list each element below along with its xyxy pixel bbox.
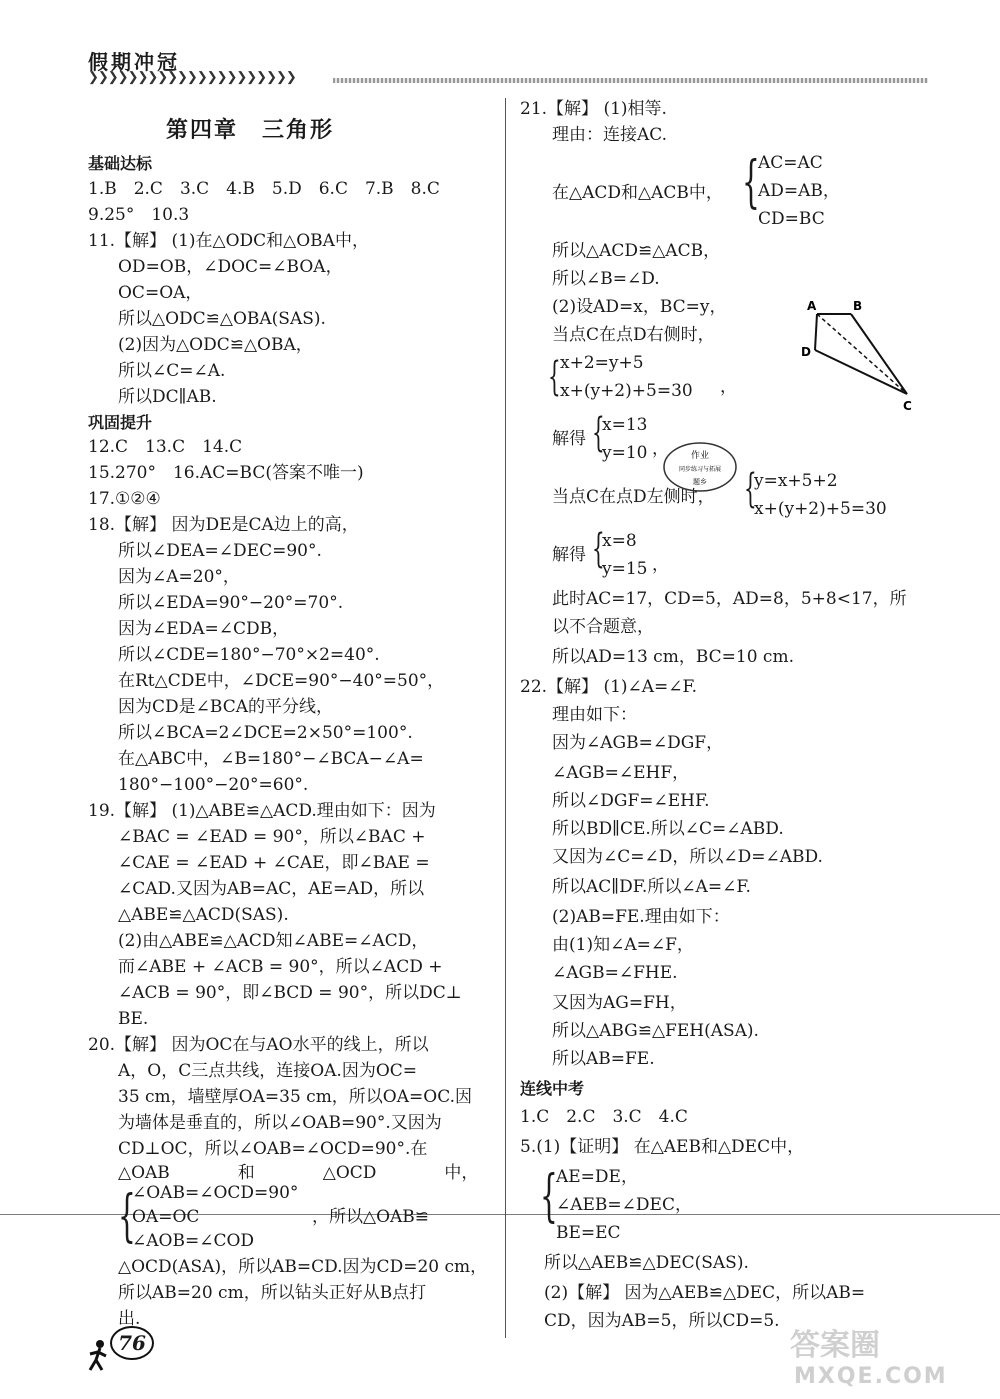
equation-brace: { [540,1164,558,1229]
system-line: x+(y+2)+5=30 [560,381,693,401]
system-line: y=15 [602,559,648,579]
equation-brace: { [742,150,760,215]
answer-line: (2)由△ABE≌△ACD知∠ABE=∠ACD， [118,931,429,951]
system-tail: ， [720,377,737,397]
answer-line: BE. [118,1009,149,1029]
system-line: y=x+5+2 [754,471,838,491]
answer-line: 1.B 2.C 3.C 4.B 5.D 6.C 7.B 8.C [88,179,440,199]
answer-line: 又因为∠C=∠D，所以∠D=∠ABD. [552,847,823,867]
answer-line: 9.25° 10.3 [88,205,190,225]
answer-line: 所以AC∥DF.所以∠A=∠F. [552,877,751,897]
answer-line: 因为CD是∠BCA的平分线， [118,697,333,717]
answer-line: 所以△ABG≌△FEH(ASA). [552,1021,759,1041]
answer-line: (2)AB=FE.理由如下： [552,907,730,927]
answer-line: 11.【解】 (1)在△ODC和△OBA中， [88,231,369,251]
answer-line: 理由：连接AC. [552,125,668,145]
system-line: y=10 [602,443,648,463]
label-a: A [807,299,817,313]
answer-line: 所以AB=FE. [552,1049,655,1069]
answer-line: 理由如下： [552,705,637,725]
answer-line: 解得 [552,545,586,565]
answer-line: 当点C在点D左侧时， [552,487,715,507]
section-heading: 基础达标 [88,154,153,173]
stamp-line-3: 题乡 [693,478,707,486]
answer-line: 180°−100°−20°=60°. [118,775,309,795]
answer-line: ∠BAC = ∠EAD = 90°，所以∠BAC + [118,827,426,847]
label-b: B [853,299,863,313]
answer-line: 以不合题意， [552,617,654,637]
answer-line: 17.①②④ [88,489,161,509]
answer-line: 所以AB=20 cm，所以钻头正好从B点打 [118,1283,427,1303]
answer-line: ∠CAD.又因为AB=AC，AE=AD，所以 [118,879,425,899]
answer-line: 解得 [552,429,586,449]
system-line: ∠OAB=∠OCD=90° [132,1183,299,1203]
column-divider [505,98,506,1338]
page-header [88,44,928,92]
section-heading: 巩固提升 [88,413,153,432]
answer-line: 由(1)知∠A=∠F， [552,935,694,955]
answer-line: 所以BD∥CE.所以∠C=∠ABD. [552,819,784,839]
answer-line: 所以AD=13 cm，BC=10 cm. [552,647,794,667]
answer-line: 所以∠BCA=2∠DCE=2×50°=100°. [118,723,413,743]
answer-line: (2)因为△ODC≌△OBA， [118,335,313,355]
answer-line: △OCD(ASA)，所以AB=CD.因为CD=20 cm， [118,1257,488,1277]
answer-line: 在Rt△CDE中，∠DCE=90°−40°=50°， [118,671,445,691]
system-line: AC=AC [758,153,823,173]
answer-line: 此时AC=17，CD=5，AD=8，5+8<17，所 [552,589,907,609]
system-line: x+(y+2)+5=30 [754,499,887,519]
chapter-title: 第四章 三角形 [165,118,334,143]
equation-brace: { [592,526,605,572]
watermark-line-2: MXQE.COM [794,1364,948,1389]
label-d: D [801,345,811,359]
answer-line: 出. [118,1309,141,1329]
answer-line: CD⊥OC，所以∠OAB=∠OCD=90°.在 [118,1139,428,1159]
answer-line: 所以∠B=∠D. [552,269,660,289]
answer-line: ∠ACB = 90°，即∠BCD = 90°，所以DC⊥ [118,983,462,1003]
header-rule [333,78,928,83]
system-tail: ，所以△OAB≌ [312,1207,430,1227]
answer-line: ∠CAE = ∠EAD + ∠CAE，即∠BAE = [118,853,430,873]
answer-line: 而∠ABE + ∠ACB = 90°，所以∠ACD + [118,957,443,977]
watermark-line-1: 答案圈 [790,1328,880,1363]
answer-line: 当点C在点D右侧时， [552,325,715,345]
answer-line: 为墙体是垂直的，所以∠OAB=90°.又因为 [118,1113,442,1133]
answer-line: 又因为AG=FH， [552,993,687,1013]
homework-stamp-icon [660,440,740,494]
equation-brace: { [592,410,605,456]
answer-line: CD，因为AB=5，所以CD=5. [544,1311,780,1331]
section-heading: 连线中考 [520,1079,585,1098]
answer-line: 在△ACD和△ACB中， [552,183,723,203]
answer-line: 所以∠DGF=∠EHF. [552,791,710,811]
header-chevrons: ❯❯❯❯❯❯❯❯❯❯❯❯❯❯❯❯❯❯❯❯❯ [88,70,296,85]
answer-line: 所以DC∥AB. [118,387,217,407]
answer-line: OD=OB，∠DOC=∠BOA， [118,257,343,277]
quadrilateral-diagram [795,298,925,416]
runner-figure-icon [86,1338,110,1374]
page-number-badge [86,1318,150,1378]
equation-brace: { [118,1184,136,1249]
answer-line: 因为∠AGB=∠DGF， [552,733,724,753]
answer-line: OC=OA， [118,283,203,303]
system-tail: ， [652,555,669,575]
answer-line: 19.【解】 (1)△ABE≌△ACD.理由如下：因为 [88,801,436,821]
system-line: ∠AOB=∠COD [132,1231,255,1251]
page-number: 76 [110,1326,154,1360]
answer-line: 22.【解】 (1)∠A=∠F. [520,677,698,697]
system-line: OA=OC [132,1207,200,1227]
answer-line: 12.C 13.C 14.C [88,437,243,457]
answer-line: (2)设AD=x，BC=y， [552,297,727,317]
system-line: CD=BC [758,209,825,229]
edge-ad [815,314,817,350]
answer-line: △OAB 和 △OCD 中， [118,1163,479,1183]
answer-line: 所以∠CDE=180°−70°×2=40°. [118,645,380,665]
answer-line: 15.270° 16.AC=BC(答案不唯一) [88,463,364,483]
answer-line: A，O，C三点共线，连接OA.因为OC= [118,1061,418,1081]
system-line: x=13 [602,415,648,435]
answer-line: 所以∠EDA=90°−20°=70°. [118,593,344,613]
system-line: BE=EC [556,1223,621,1243]
stamp-line-1: 作业 [690,451,710,461]
answer-line: △ABE≌△ACD(SAS). [118,905,289,925]
answer-line: ∠AGB=∠FHE. [552,963,678,983]
answer-line: 所以△AEB≌△DEC(SAS). [544,1253,749,1273]
answer-line: 20.【解】 因为OC在与AO水平的线上，所以 [88,1035,429,1055]
answer-line: 所以∠C=∠A. [118,361,226,381]
answer-line: 因为∠EDA=∠CDB， [118,619,290,639]
answer-line: 在△ABC中，∠B=180°−∠BCA−∠A= [118,749,424,769]
answer-line: 35 cm，墙壁厚OA=35 cm，所以OA=OC.因 [118,1087,473,1107]
system-line: AE=DE， [556,1167,638,1187]
answer-line: 因为∠A=20°， [118,567,240,587]
answer-line: (2)【解】 因为△AEB≌△DEC，所以AB= [544,1283,866,1303]
answer-line: 5.(1)【证明】 在△AEB和△DEC中， [520,1137,805,1157]
system-tail: ， [652,439,669,459]
edge-dc [815,350,907,394]
answer-line: 18.【解】 因为DE是CA边上的高， [88,515,359,535]
edge-bc [851,314,907,394]
equation-brace: { [744,466,757,512]
equation-brace: { [548,354,561,400]
stamp-line-2: 同步练习与拓展 [678,466,722,473]
diagonal-ac [817,314,907,394]
series-logo: 假期冲冠 [88,50,180,74]
system-line: x+2=y+5 [560,353,644,373]
answer-line: 所以△ODC≌△OBA(SAS). [118,309,326,329]
label-c: C [903,399,912,413]
system-line: x=8 [602,531,637,551]
answer-line: 所以△ACD≌△ACB， [552,241,721,261]
system-line: AD=AB， [758,181,840,201]
answer-line: 所以∠DEA=∠DEC=90°. [118,541,322,561]
site-watermark-logo [780,1319,970,1389]
answer-line: 1.C 2.C 3.C 4.C [520,1107,688,1127]
system-line: ∠AEB=∠DEC， [556,1195,692,1215]
answer-line: 21.【解】 (1)相等. [520,99,667,119]
answer-line: ∠AGB=∠EHF， [552,763,690,783]
